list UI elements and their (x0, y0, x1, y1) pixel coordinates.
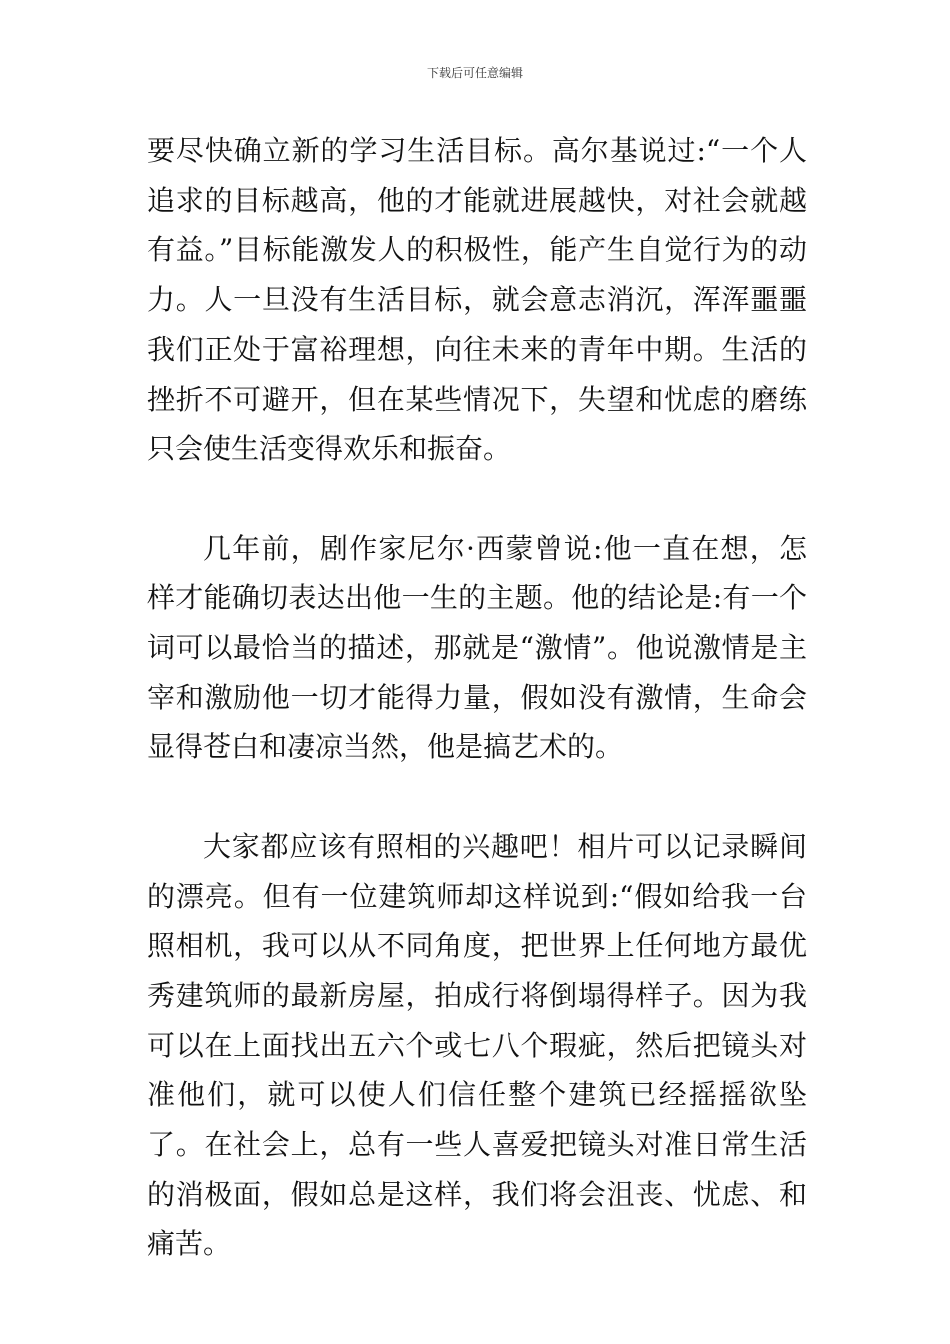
paragraph-1: 要尽快确立新的学习生活目标。高尔基说过:“一个人追求的目标越高，他的才能就进展越快，对社会就越有益。”目标能激发人的积极性，能产生自觉行为的动力。人一旦没有生活目标，就会意志消沉，浑浑噩噩我们正处于富裕理想，向往未来的青年中期。生活的挫折不可避开，但在某些情况下，失望和忧虑的磨练只会使生活变得欢乐和振奋。 (147, 134, 807, 466)
document-body (147, 126, 807, 1269)
page-header: 下载后可任意编辑 (426, 66, 523, 80)
paragraph-2: 几年前，剧作家尼尔·西蒙曾说:他一直在想，怎样才能确切表达出他一生的主题。他的结论是:有一个词可以最恰当的描述，那就是“激情”。他说激情是主宰和激励他一切才能得力量，假如没有激情，生命会显得苍白和凄凉当然，他是搞艺术的。 (147, 531, 807, 764)
paragraph-3: 大家都应该有照相的兴趣吧！相片可以记录瞬间的漂亮。但有一位建筑师却这样说到:“假如给我一台照相机，我可以从不同角度，把世界上任何地方最优秀建筑师的最新房屋，拍成行将倒塌得样子。因为我可以在上面找出五六个或七八个瑕疵，然后把镜头对准他们，就可以使人们信任整个建筑已经摇摇欲坠了。在社会上，总有一些人喜爱把镜头对准日常生活的消极面，假如总是这样，我们将会沮丧、忧虑、和痛苦。 (147, 829, 807, 1261)
